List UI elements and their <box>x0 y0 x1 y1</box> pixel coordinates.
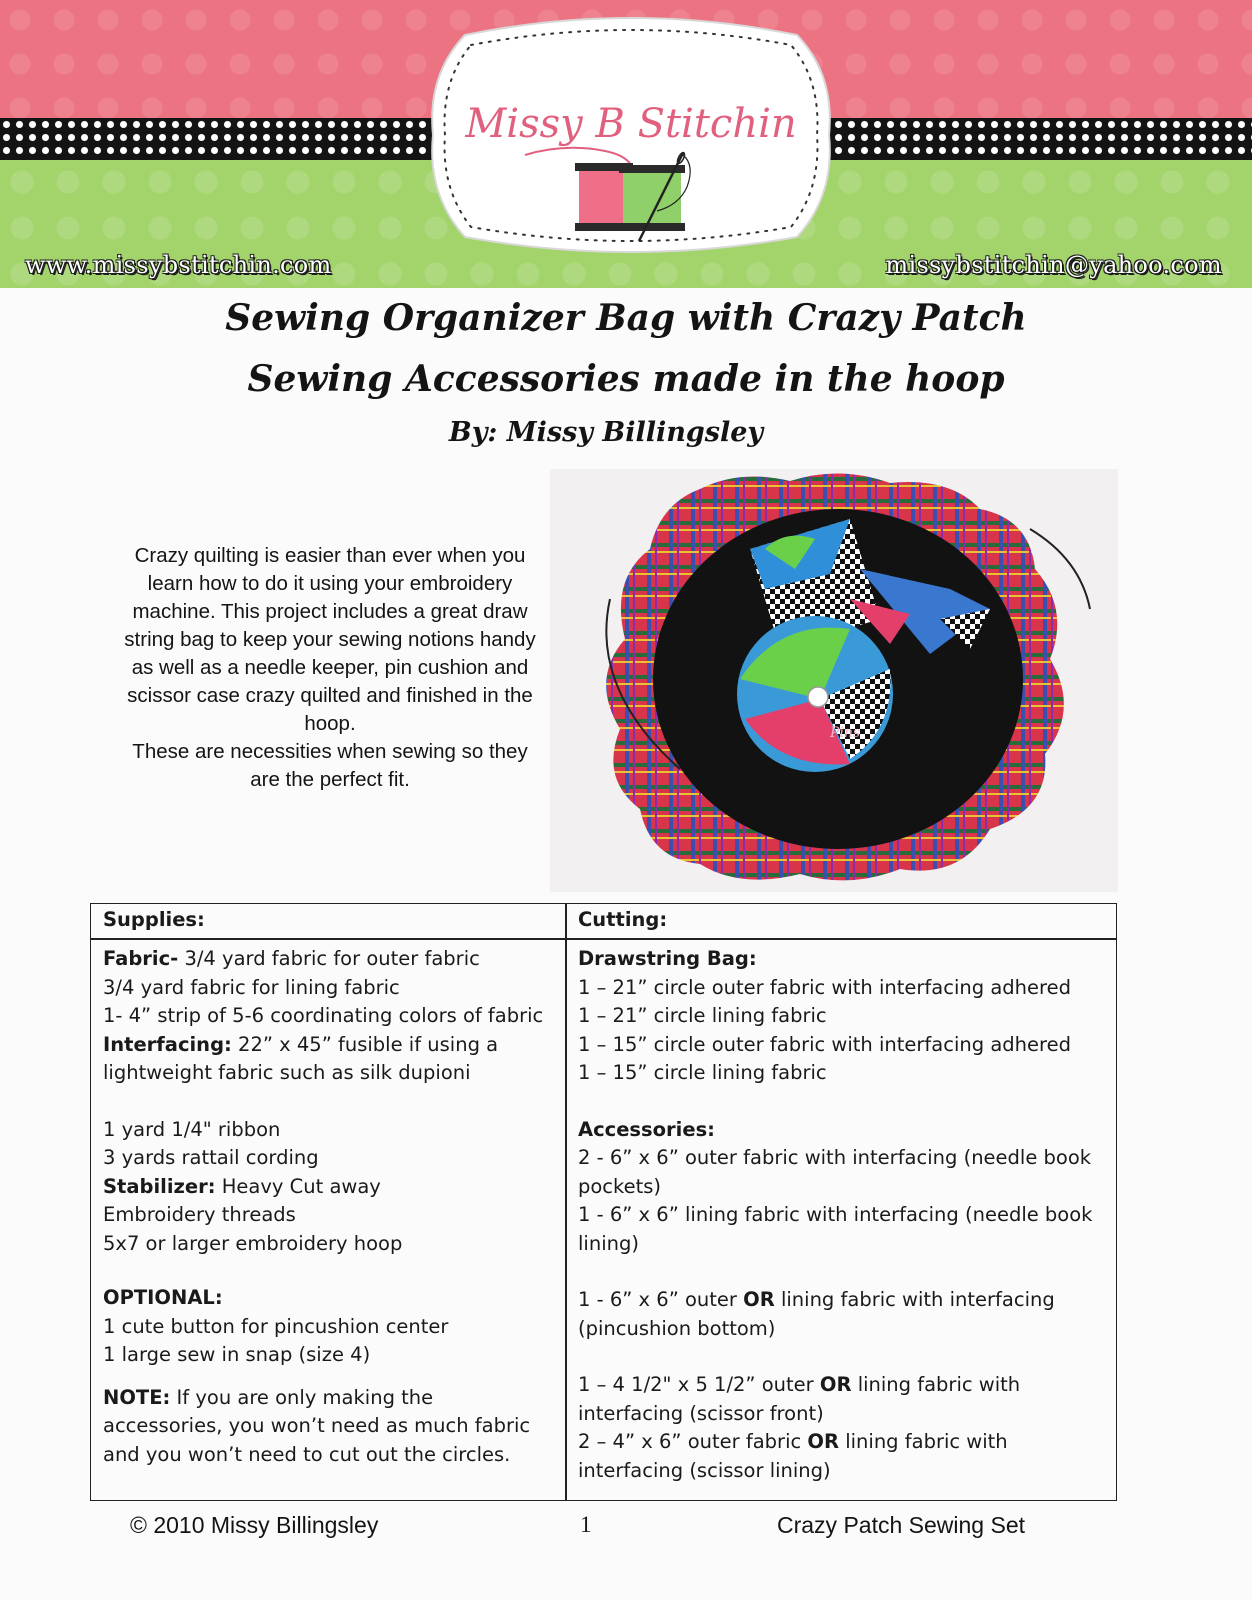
byline: By: Missy Billingsley <box>448 417 764 448</box>
supply-hoop: 5x7 or larger embroidery hoop <box>103 1231 403 1255</box>
cut-acc-2: 1 - 6” x 6” lining fabric with interfacing (needle book lining) <box>578 1203 1093 1255</box>
cut-acc-3: 1 - 6” x 6” outer OR lining fabric with interfacing (pincushion bottom) <box>578 1288 1055 1340</box>
organizer-bag-illustration <box>550 469 1118 892</box>
optional-snap: 1 large sew in snap (size 4) <box>103 1343 371 1366</box>
supply-cording: 3 yards rattail cording <box>103 1146 319 1169</box>
intro-closing: These are necessities when sewing so they are the perfect fit. <box>132 740 528 791</box>
intro-text <box>118 542 542 794</box>
green-thread-spool-icon <box>619 165 685 231</box>
supply-fabric-lining: 3/4 yard fabric for lining fabric <box>103 975 400 999</box>
optional-button: 1 cute button for pincushion center <box>103 1314 449 1338</box>
cutting-heading: Cutting: <box>578 908 668 931</box>
drawstring-bag-heading: Drawstring Bag: <box>578 947 757 970</box>
supply-fabric: Fabric- 3/4 yard fabric for outer fabric <box>103 947 480 970</box>
main-title: Sewing Organizer Bag with Crazy Patch <box>225 297 1027 339</box>
pincushion-icon <box>737 616 893 772</box>
supplies-cutting-table <box>90 903 1117 1501</box>
footer-document-name: Crazy Patch Sewing Set <box>777 1512 1026 1538</box>
accessories-heading: Accessories: <box>578 1117 715 1141</box>
product-photo <box>550 469 1118 892</box>
cut-acc-4: 1 – 4 1/2" x 5 1/2” outer OR lining fabric with interfacing (scissor front) <box>578 1373 1021 1425</box>
cutting-column <box>578 945 1108 1485</box>
supply-fabric-strip: 1- 4” strip of 5-6 coordinating colors of fabric <box>103 1004 544 1027</box>
pincushion-label: Pins <box>830 725 861 741</box>
intro-paragraph: Crazy quilting is easier than ever when you learn how to do it using your embroidery machine. This project includes a great draw string bag to keep your sewing notions handy as well as a needle keeper, pin cushion and scissor case crazy quilted and finished in the hoop. <box>124 544 536 735</box>
website-url[interactable]: www.missybstitchin.com <box>25 251 332 279</box>
cut-bag-1: 1 – 21” circle outer fabric with interfacing adhered <box>578 975 1071 999</box>
optional-heading: OPTIONAL: <box>103 1286 223 1309</box>
contact-email[interactable]: missybstitchin@yahoo.com <box>885 251 1222 279</box>
supplies-heading: Supplies: <box>103 908 205 931</box>
cut-bag-3: 1 – 15” circle outer fabric with interfacing adhered <box>578 1032 1071 1056</box>
footer-copyright: © 2010 Missy Billingsley <box>130 1512 379 1538</box>
supply-stabilizer: Stabilizer: Heavy Cut away <box>103 1174 381 1198</box>
supplies-note: NOTE: If you are only making the accessories, you won’t need as much fabric and you won’t need to cut out the circles. <box>103 1385 531 1466</box>
table-header-divider <box>91 938 1116 940</box>
supply-interfacing: Interfacing: 22” x 45” fusible if using a lightweight fabric such as silk dupioni <box>103 1032 499 1084</box>
footer-page-number: 1 <box>580 1512 592 1537</box>
cut-acc-1: 2 - 6” x 6” outer fabric with interfacing (needle book pockets) <box>578 1146 1092 1198</box>
cut-bag-2: 1 – 21” circle lining fabric <box>578 1004 827 1027</box>
brand-name: Missy B Stitchin <box>465 101 797 147</box>
brand-logo <box>425 15 837 255</box>
cut-bag-4: 1 – 15” circle lining fabric <box>578 1061 827 1084</box>
subtitle: Sewing Accessories made in the hoop <box>247 358 1005 400</box>
supply-threads: Embroidery threads <box>103 1203 296 1226</box>
table-column-divider <box>565 904 567 1500</box>
supply-ribbon: 1 yard 1/4" ribbon <box>103 1117 281 1141</box>
cut-acc-5: 2 – 4” x 6” outer fabric OR lining fabric with interfacing (scissor lining) <box>578 1430 1008 1482</box>
supplies-column <box>103 945 553 1469</box>
